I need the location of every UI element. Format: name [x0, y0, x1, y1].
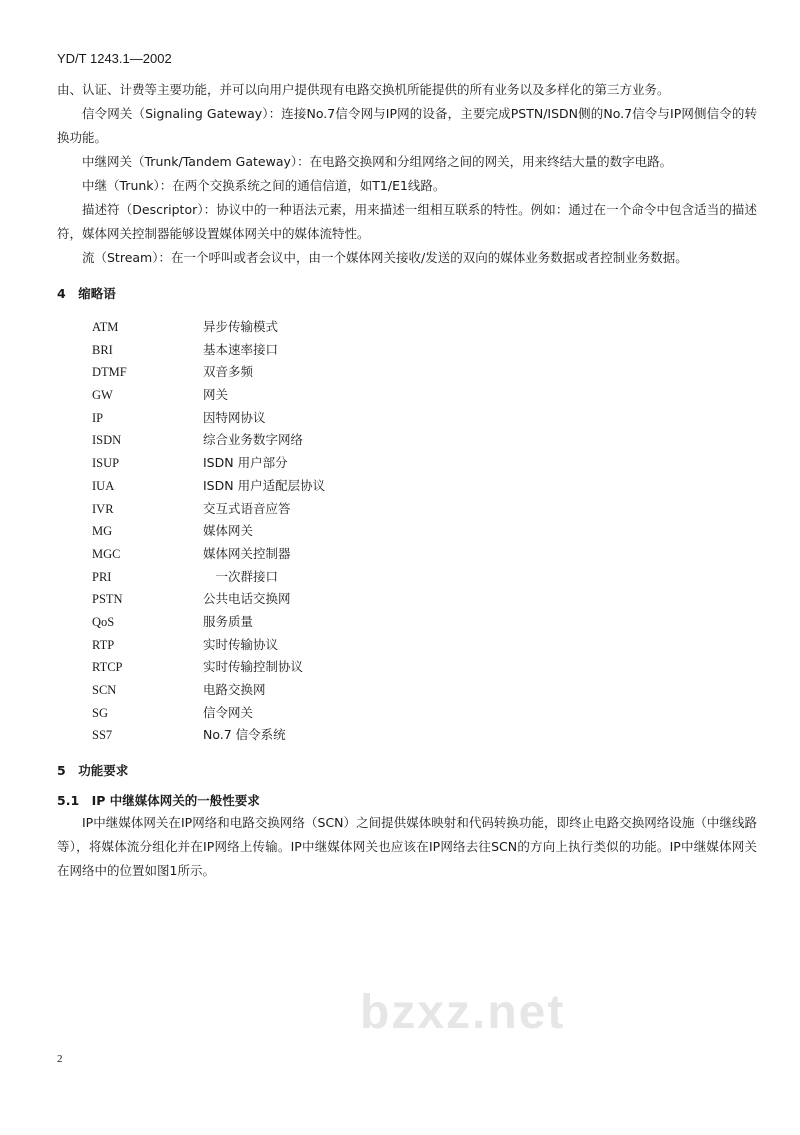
- abbreviation-row: [92, 566, 757, 589]
- paragraph-descriptor: 描述符（Descriptor）：协议中的一种语法元素，用来描述一组相互联系的特性。例如：通过在一个命令中包含适当的描述符，媒体网关控制器能够设置媒体网关中的媒体流特性。: [57, 202, 757, 241]
- watermark: bzxz.net: [360, 986, 566, 1039]
- abbreviation-term: GW: [92, 388, 113, 403]
- abbreviation-row: [92, 656, 757, 679]
- paragraph-trunk-gateway: 中继网关（Trunk/Tandem Gateway）：在电路交换网和分组网络之间的网关，用来终结大量的数字电路。: [82, 154, 673, 169]
- abbreviation-meaning: ISDN 用户部分: [203, 455, 288, 471]
- abbreviation-meaning: 网关: [203, 387, 229, 403]
- abbreviation-row: [92, 407, 757, 430]
- document-header: YD/T 1243.1—2002: [57, 51, 172, 66]
- abbreviation-term: ISDN: [92, 433, 122, 448]
- abbreviation-meaning: 实时传输协议: [203, 636, 279, 652]
- abbreviation-term: SG: [92, 705, 108, 720]
- abbreviation-row: [92, 724, 757, 747]
- abbreviation-row: [92, 475, 757, 498]
- abbreviation-row: [92, 384, 757, 407]
- abbreviation-term: SS7: [92, 728, 113, 743]
- page-number: 2: [57, 1053, 63, 1065]
- abbreviation-term: MG: [92, 524, 113, 539]
- paragraph-stream: 流（Stream）：在一个呼叫或者会议中，由一个媒体网关接收/发送的双向的媒体业务数据或者控制业务数据。: [82, 250, 688, 265]
- abbreviation-term: MGC: [92, 546, 121, 561]
- abbreviation-term: ISUP: [92, 456, 120, 471]
- section-4-heading: 4 缩略语: [57, 286, 116, 301]
- abbreviation-meaning: 一次群接口: [203, 568, 279, 584]
- abbreviation-list: [92, 316, 757, 747]
- abbreviation-term: SCN: [92, 683, 117, 697]
- abbreviation-meaning: 实时传输控制协议: [203, 659, 304, 675]
- abbreviation-term: DTMF: [92, 365, 127, 380]
- abbreviation-term: PSTN: [92, 592, 123, 607]
- abbreviation-meaning: 媒体网关: [203, 523, 254, 539]
- abbreviation-meaning: No.7 信令系统: [203, 727, 286, 743]
- abbreviation-term: IVR: [92, 501, 114, 516]
- section-5-1-heading: 5.1 IP 中继媒体网关的一般性要求: [57, 793, 260, 809]
- abbreviation-meaning: 基本速率接口: [203, 341, 279, 357]
- abbreviation-term: RTP: [92, 637, 115, 652]
- abbreviation-term: IP: [92, 410, 104, 425]
- abbreviation-term: PRI: [92, 569, 112, 584]
- section-5-heading: 5 功能要求: [57, 763, 129, 779]
- paragraph-continuation: 由、认证、计费等主要功能，并可以向用户提供现有电路交换机所能提供的所有业务以及多样化的第三方业务。: [57, 82, 670, 97]
- abbreviation-row: [92, 679, 757, 702]
- abbreviation-meaning: ISDN 用户适配层协议: [203, 477, 326, 493]
- abbreviation-term: IUA: [92, 478, 115, 493]
- abbreviation-row: [92, 339, 757, 362]
- abbreviation-term: BRI: [92, 342, 113, 357]
- abbreviation-meaning: 服务质量: [203, 613, 254, 629]
- abbreviation-meaning: 信令网关: [203, 704, 254, 720]
- abbreviation-meaning: 异步传输模式: [203, 319, 279, 334]
- abbreviation-row: [92, 702, 757, 725]
- abbreviation-row: [92, 634, 757, 657]
- abbreviation-row: [92, 611, 757, 634]
- abbreviation-meaning: 电路交换网: [203, 682, 266, 697]
- abbreviation-meaning: 双音多频: [203, 364, 254, 380]
- abbreviation-row: [92, 520, 757, 543]
- abbreviation-row: [92, 452, 757, 475]
- paragraph-signaling-gateway: 信令网关（Signaling Gateway）：连接No.7信令网与IP网的设备，主要完成PSTN/ISDN侧的No.7信令与IP网侧信令的转换功能。: [57, 106, 757, 145]
- abbreviation-meaning: 因特网协议: [203, 409, 266, 425]
- abbreviation-row: [92, 361, 757, 384]
- paragraph-trunk: 中继（Trunk）：在两个交换系统之间的通信信道，如T1/E1线路。: [82, 178, 446, 193]
- abbreviation-row: [92, 543, 757, 566]
- abbreviation-row: [92, 316, 757, 339]
- abbreviation-row: [92, 498, 757, 521]
- abbreviation-row: [92, 429, 757, 452]
- abbreviation-meaning: 公共电话交换网: [203, 591, 291, 607]
- abbreviation-meaning: 媒体网关控制器: [203, 545, 291, 561]
- page-body: [57, 50, 757, 883]
- abbreviation-term: QoS: [92, 614, 115, 629]
- abbreviation-term: ATM: [92, 320, 119, 334]
- abbreviation-term: RTCP: [92, 660, 123, 675]
- abbreviation-row: [92, 588, 757, 611]
- abbreviation-meaning: 交互式语音应答: [203, 500, 291, 516]
- section-5-1-paragraph: IP中继媒体网关在IP网络和电路交换网络（SCN）之间提供媒体映射和代码转换功能，即终止电路交换网络设施（中继线路等），将媒体流分组化并在IP网络上传输。IP中继媒体网关也应该在IP网络去往SCN的方向上执行类似的功能。IP中继媒体网关在网络中的位置如图1所示。: [57, 815, 757, 879]
- abbreviation-meaning: 综合业务数字网络: [203, 432, 304, 448]
